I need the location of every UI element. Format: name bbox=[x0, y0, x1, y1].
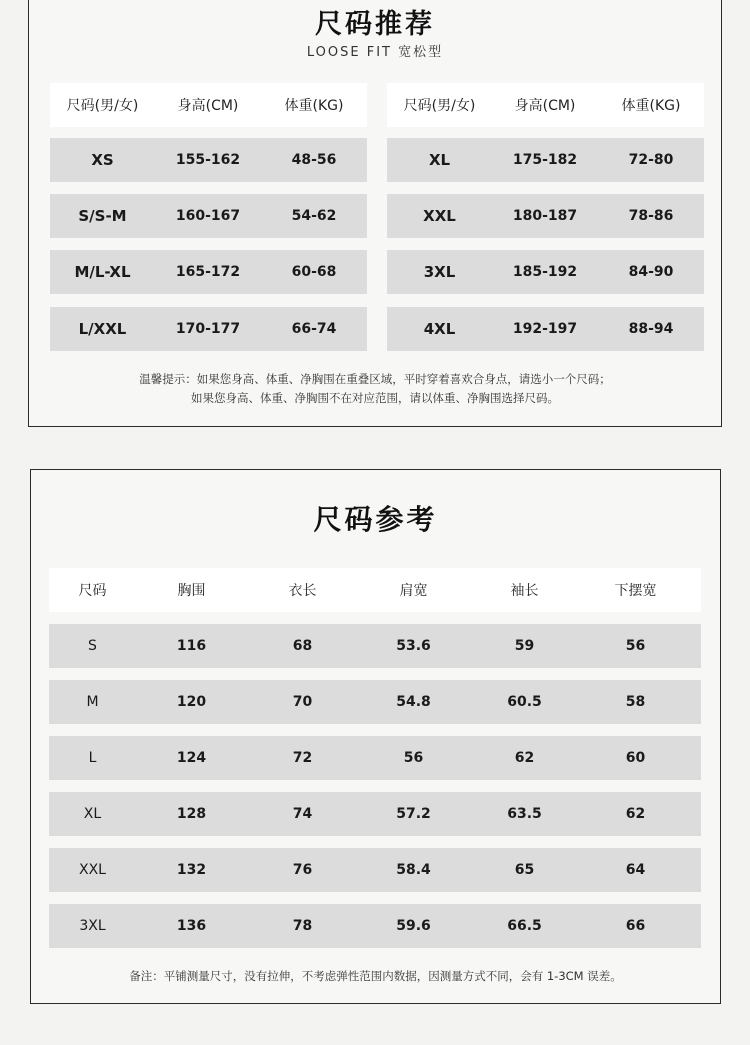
height-cell: 180-187 bbox=[512, 208, 578, 224]
header-height: 身高(CM) bbox=[177, 98, 239, 114]
shoulder-cell: 54.8 bbox=[396, 694, 431, 710]
size-cell: L bbox=[88, 750, 97, 766]
height-cell: 160-167 bbox=[175, 208, 241, 224]
hem-cell: 62 bbox=[625, 806, 646, 822]
table-row bbox=[49, 848, 701, 892]
table-row bbox=[49, 680, 701, 724]
weight-cell: 60-68 bbox=[291, 264, 337, 280]
sleeve-cell: 63.5 bbox=[507, 806, 542, 822]
reference-note: 备注：平铺测量尺寸，没有拉伸，不考虑弹性范围内数据，因测量方式不同，会有 1-3CM 误差。 bbox=[129, 969, 622, 983]
size-cell: S bbox=[88, 638, 97, 654]
hem-cell: 60 bbox=[625, 750, 646, 766]
size-cell: S/S-M bbox=[78, 207, 127, 225]
reference-header bbox=[49, 568, 701, 612]
table-row bbox=[50, 194, 367, 238]
weight-cell: 88-94 bbox=[628, 321, 674, 337]
size-cell: 3XL bbox=[79, 918, 106, 934]
weight-cell: 54-62 bbox=[291, 208, 337, 224]
hem-cell: 58 bbox=[625, 694, 646, 710]
table-row bbox=[50, 250, 367, 294]
hem-cell: 64 bbox=[625, 862, 646, 878]
shoulder-cell: 57.2 bbox=[396, 806, 431, 822]
header-length: 衣长 bbox=[288, 583, 317, 599]
table-row bbox=[49, 792, 701, 836]
header-size: 尺码(男/女) bbox=[66, 98, 139, 114]
size-cell: 4XL bbox=[423, 320, 456, 338]
header-weight: 体重(KG) bbox=[621, 98, 681, 114]
size-cell: XXL bbox=[79, 862, 106, 878]
size-cell: 3XL bbox=[423, 263, 456, 281]
table-row bbox=[387, 194, 704, 238]
table-row bbox=[50, 138, 367, 182]
header-size: 尺码 bbox=[78, 583, 107, 599]
size-recommend-panel bbox=[28, 0, 722, 427]
sleeve-cell: 62 bbox=[514, 750, 535, 766]
table-row bbox=[49, 624, 701, 668]
table-row bbox=[49, 736, 701, 780]
table-row bbox=[387, 307, 704, 351]
note-line-1: 温馨提示：如果您身高、体重、净胸围在重叠区域，平时穿着喜欢合身点，请选小一个尺码； bbox=[139, 372, 611, 386]
height-cell: 170-177 bbox=[175, 321, 241, 337]
hem-cell: 66 bbox=[625, 918, 646, 934]
height-cell: 175-182 bbox=[512, 152, 578, 168]
chest-cell: 124 bbox=[176, 750, 207, 766]
weight-cell: 84-90 bbox=[628, 264, 674, 280]
length-cell: 72 bbox=[292, 750, 313, 766]
length-cell: 76 bbox=[292, 862, 313, 878]
weight-cell: 66-74 bbox=[291, 321, 337, 337]
shoulder-cell: 56 bbox=[403, 750, 424, 766]
sleeve-cell: 60.5 bbox=[507, 694, 542, 710]
size-cell: XXL bbox=[423, 207, 456, 225]
header-weight: 体重(KG) bbox=[284, 98, 344, 114]
recommend-note bbox=[29, 370, 721, 408]
height-cell: 165-172 bbox=[175, 264, 241, 280]
table-row bbox=[387, 138, 704, 182]
hem-cell: 56 bbox=[625, 638, 646, 654]
sleeve-cell: 65 bbox=[514, 862, 535, 878]
size-cell: M/L-XL bbox=[74, 263, 131, 281]
length-cell: 68 bbox=[292, 638, 313, 654]
note-line-2: 如果您身高、体重、净胸围不在对应范围，请以体重、净胸围选择尺码。 bbox=[191, 391, 559, 405]
size-cell: M bbox=[86, 694, 99, 710]
recommend-title: 尺码推荐 bbox=[315, 9, 435, 40]
shoulder-cell: 58.4 bbox=[396, 862, 431, 878]
length-cell: 70 bbox=[292, 694, 313, 710]
weight-cell: 48-56 bbox=[291, 152, 337, 168]
recommend-left-header bbox=[50, 83, 367, 127]
recommend-subtitle: LOOSE FIT 宽松型 bbox=[306, 45, 444, 60]
weight-cell: 78-86 bbox=[628, 208, 674, 224]
chest-cell: 116 bbox=[176, 638, 207, 654]
weight-cell: 72-80 bbox=[628, 152, 674, 168]
sleeve-cell: 66.5 bbox=[507, 918, 542, 934]
header-hem: 下摆宽 bbox=[614, 583, 657, 599]
recommend-right-header bbox=[387, 83, 704, 127]
size-cell: XS bbox=[91, 151, 114, 169]
header-sleeve: 袖长 bbox=[510, 583, 539, 599]
header-shoulder: 肩宽 bbox=[399, 583, 428, 599]
reference-title: 尺码参考 bbox=[313, 503, 438, 536]
header-size: 尺码(男/女) bbox=[403, 98, 476, 114]
chest-cell: 132 bbox=[176, 862, 207, 878]
sleeve-cell: 59 bbox=[514, 638, 535, 654]
height-cell: 185-192 bbox=[512, 264, 578, 280]
table-row bbox=[50, 307, 367, 351]
size-cell: L/XXL bbox=[78, 320, 127, 338]
chest-cell: 136 bbox=[176, 918, 207, 934]
height-cell: 155-162 bbox=[175, 152, 241, 168]
table-row bbox=[49, 904, 701, 948]
size-reference-panel bbox=[30, 469, 721, 1004]
table-row bbox=[387, 250, 704, 294]
length-cell: 78 bbox=[292, 918, 313, 934]
size-cell: XL bbox=[83, 806, 102, 822]
chest-cell: 128 bbox=[176, 806, 207, 822]
shoulder-cell: 59.6 bbox=[396, 918, 431, 934]
chest-cell: 120 bbox=[176, 694, 207, 710]
size-cell: XL bbox=[428, 151, 451, 169]
length-cell: 74 bbox=[292, 806, 313, 822]
height-cell: 192-197 bbox=[512, 321, 578, 337]
header-chest: 胸围 bbox=[177, 583, 206, 599]
shoulder-cell: 53.6 bbox=[396, 638, 431, 654]
header-height: 身高(CM) bbox=[514, 98, 576, 114]
